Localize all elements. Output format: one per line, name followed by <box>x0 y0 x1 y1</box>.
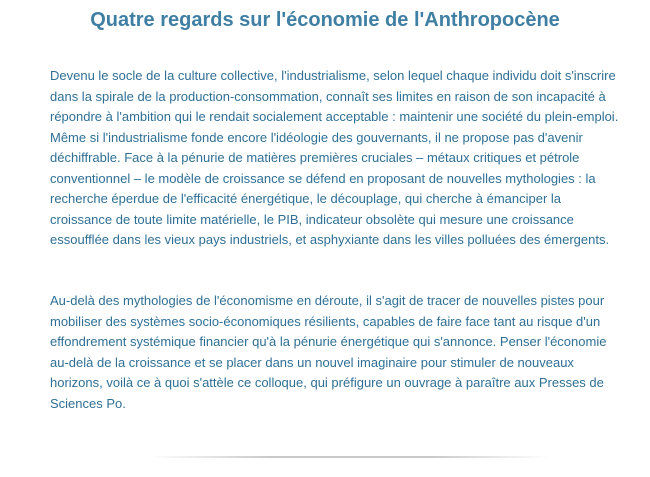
paragraph-conclusion: Au-delà des mythologies de l'économisme en déroute, il s'agit de tracer de nouvelles pistes pour mobiliser des systèmes socio-économiques résilients, capables de faire face tant au risque d'un effondrement systémique financier qu'à la pénurie énergétique qui s'annonce. Penser l'économie au-delà de la croissance et se placer dans un nouvel imaginaire pour stimuler de nouveaux horizons, voilà ce à quoi s'attèle ce colloque, qui préfigure un ouvrage à paraître aux Presses de Sciences Po. <box>50 293 607 411</box>
page-title: Quatre regards sur l'économie de l'Anthropocène <box>90 9 560 31</box>
paragraph-intro: Devenu le socle de la culture collective, l'industrialisme, selon lequel chaque individu doit s'inscrire dans la spirale de la production-consommation, connaît ses limites en raison de son incapacité à répondre à l'ambition qui le rendait socialement acceptable : maintenir une société du plein-emploi. Même si l'industrialisme fonde encore l'idéologie des gouvernants, il ne propose pas d'avenir déchiffrable. Face à la pénurie de matières premières cruciales – métaux critiques et pétrole conventionnel – le modèle de croissance se défend en proposant de nouvelles mythologies : la recherche éperdue de l'efficacité énergétique, le découplage, qui cherche à émanciper la croissance de toute limite matérielle, le PIB, indicateur obsolète qui mesure une croissance essoufflée dans les vieux pays industriels, et asphyxiante dans les villes polluées des émergents. <box>50 68 619 247</box>
divider <box>150 456 550 458</box>
